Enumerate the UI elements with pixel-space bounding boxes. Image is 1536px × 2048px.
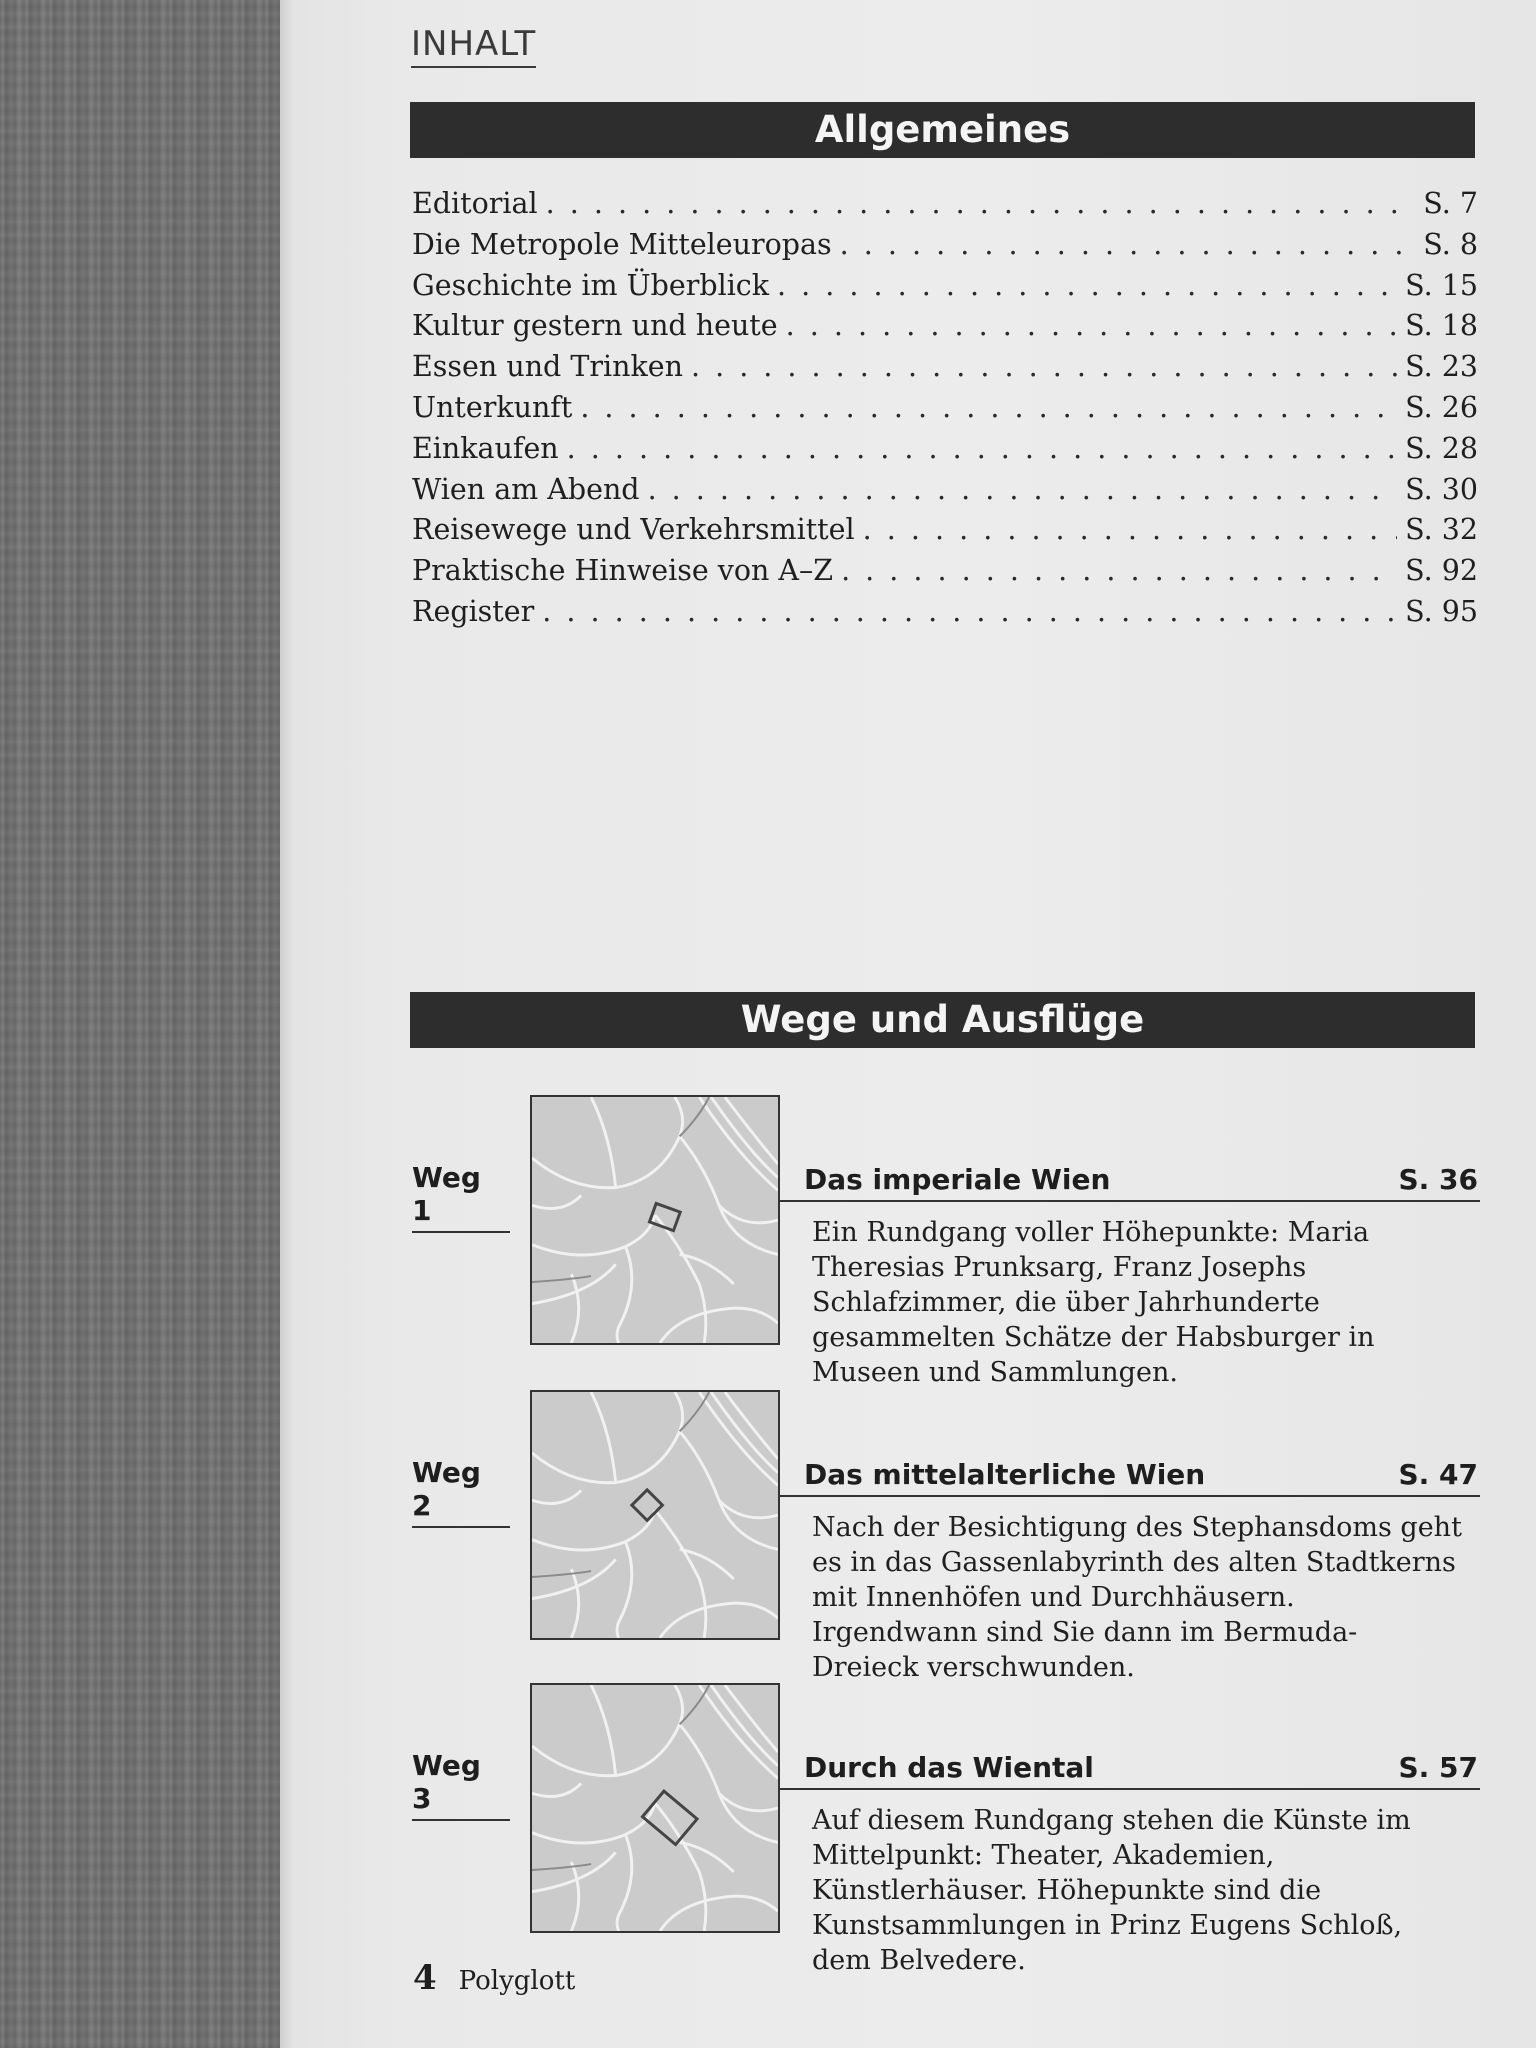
toc-entry (412, 187, 1478, 228)
route-description: Nach der Besichtigung des Stephansdoms geht es in das Gassenlabyrinth des alten Stadtkerns mit Innenhöfen und Durchhäusern. Irgendwann sind Sie dann im Bermuda-Dreieck verschwunden. (812, 1512, 1462, 1683)
route-title: Durch das Wiental (804, 1751, 1094, 1784)
toc-entry-page: S. 18 (1405, 309, 1478, 343)
toc-entry-page: S. 8 (1423, 227, 1478, 261)
toc-entry-title: Unterkunft (412, 390, 573, 424)
city-map-icon (530, 1095, 780, 1345)
route-page: S. 57 (1398, 1751, 1478, 1784)
toc-entry-title: Register (412, 594, 535, 628)
toc-entry-title: Geschichte im Überblick (412, 268, 770, 302)
route-title: Das imperiale Wien (804, 1163, 1111, 1196)
city-map-icon (530, 1683, 780, 1933)
toc-leader-dots (863, 513, 1397, 546)
route-page: S. 47 (1398, 1458, 1478, 1491)
route-title: Das mittelalterliche Wien (804, 1458, 1206, 1491)
city-map-icon (530, 1390, 780, 1640)
toc-leader-dots (786, 309, 1397, 342)
toc-entry-title: Die Metropole Mitteleuropas (412, 227, 832, 261)
toc-entry-page: S. 15 (1405, 268, 1478, 302)
toc-leader-dots (777, 269, 1397, 302)
wood-background (0, 0, 286, 2048)
toc-leader-dots (691, 350, 1397, 383)
toc-entry-page: S. 92 (1405, 554, 1478, 588)
toc-leader-dots (648, 473, 1398, 506)
toc-entry (412, 513, 1478, 554)
route-page: S. 36 (1398, 1163, 1478, 1196)
toc-leader-dots (546, 187, 1402, 220)
toc-entry-title: Wien am Abend (412, 472, 640, 506)
toc-entry-page: S. 26 (1405, 390, 1478, 424)
toc-leader-dots (580, 391, 1397, 424)
toc-entry-title: Kultur gestern und heute (412, 309, 778, 343)
toc-entry-title: Praktische Hinweise von A–Z (412, 554, 834, 588)
page-number: 4 (413, 1958, 437, 1998)
toc-entry-page: S. 23 (1405, 350, 1478, 384)
toc-entry-title: Einkaufen (412, 431, 559, 465)
route-label: Weg 3 (412, 1749, 510, 1821)
toc-entry (412, 391, 1478, 432)
toc-leader-dots (841, 554, 1397, 587)
page-header-label: INHALT (411, 24, 536, 68)
toc-entry-page: S. 95 (1405, 594, 1478, 628)
toc-entry (412, 554, 1478, 595)
toc-entry (412, 350, 1478, 391)
route-description: Auf diesem Rundgang stehen die Künste im Mittelpunkt: Theater, Akademien, Künstlerhäuser. Höhepunkte sind die Kunstsammlungen in Prinz Eugens Schloß, dem Belvedere. (812, 1805, 1411, 1976)
route-heading (778, 1458, 1480, 1497)
toc-entry (412, 269, 1478, 310)
toc-entry (412, 432, 1478, 473)
toc-entry (412, 473, 1478, 514)
toc-entry-title: Editorial (412, 187, 538, 220)
page-footer (413, 1958, 575, 1998)
route-label: Weg 2 (412, 1456, 510, 1528)
toc-leader-dots (542, 595, 1397, 628)
route-label: Weg 1 (412, 1161, 510, 1233)
toc-entry-page: S. 32 (1405, 513, 1478, 547)
toc-entry-title: Reisewege und Verkehrsmittel (412, 513, 855, 547)
toc-entry (412, 595, 1478, 636)
table-of-contents (412, 187, 1478, 636)
route-heading (778, 1163, 1480, 1202)
toc-entry-page: S. 28 (1405, 431, 1478, 465)
route-description: Ein Rundgang voller Höhepunkte: Maria Theresias Prunksarg, Franz Josephs Schlafzimmer, die über Jahrhunderte gesammelten Schätze der Habsburger in Museen und Sammlungen. (812, 1217, 1375, 1388)
toc-entry-page: S. 30 (1405, 472, 1478, 506)
toc-entry (412, 228, 1478, 269)
toc-entry (412, 309, 1478, 350)
toc-leader-dots (567, 432, 1397, 465)
toc-entry-title: Essen und Trinken (412, 350, 683, 384)
toc-entry-page: S. 7 (1423, 187, 1478, 220)
publisher-name: Polyglott (458, 1966, 576, 1996)
section-banner-allgemeines: Allgemeines (410, 102, 1475, 158)
route-heading (778, 1751, 1480, 1790)
toc-leader-dots (840, 228, 1402, 261)
section-banner-wege: Wege und Ausflüge (410, 992, 1475, 1048)
